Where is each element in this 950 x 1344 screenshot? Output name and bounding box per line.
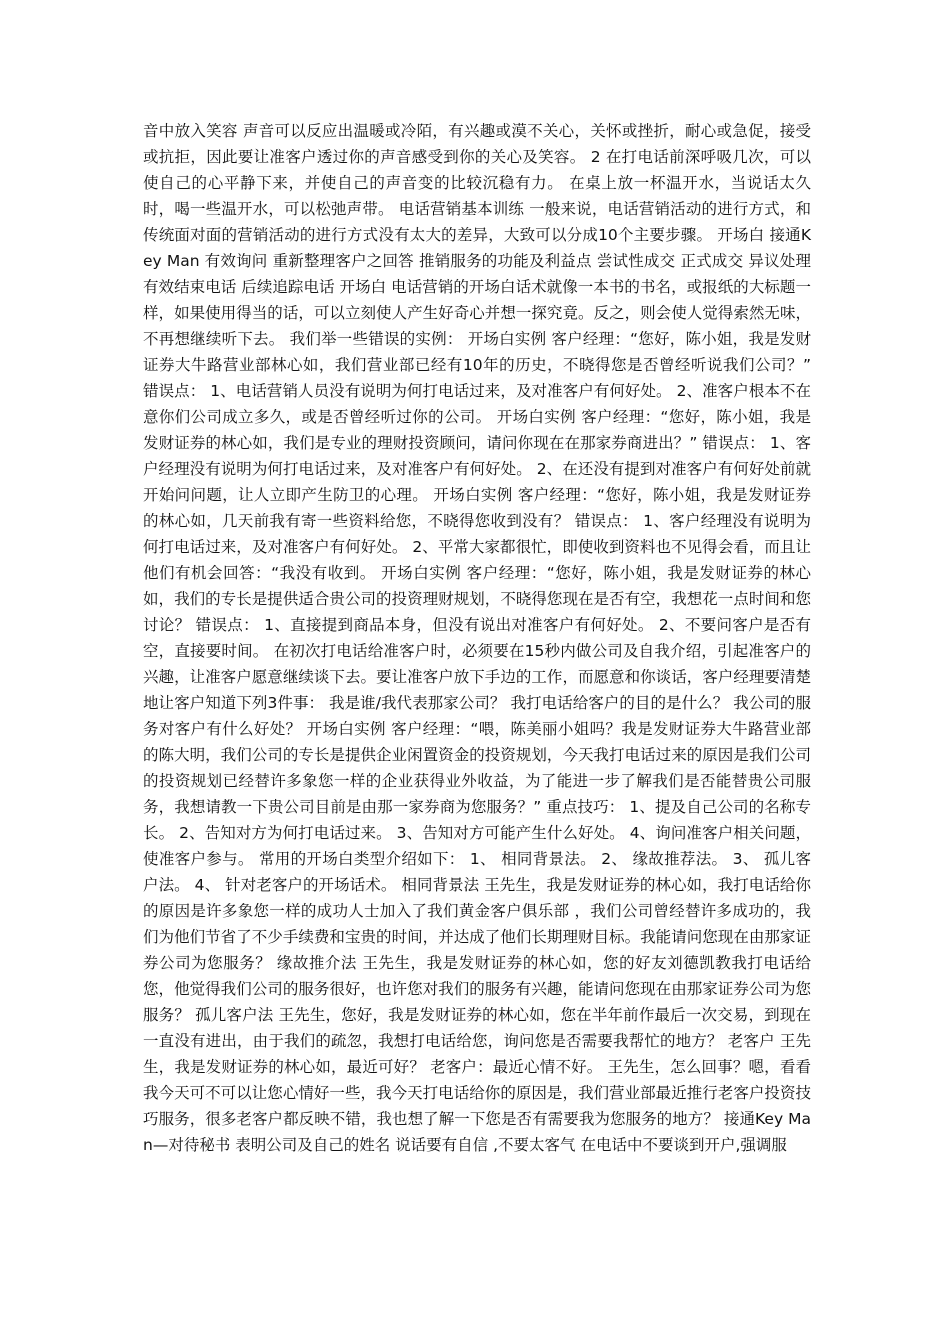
document-page — [143, 118, 811, 1158]
body-text: 音中放入笑容 声音可以反应出温暖或冷陌，有兴趣或漠不关心，关怀或挫折，耐心或急促，接受或抗拒，因此要让准客户透过你的声音感受到你的关心及笑容。 2 在打电话前深呼吸几次，可以使自己的心平静下来，并使自己的声音变的比较沉稳有力。 在桌上放一杯温开水，当说话太久时，喝一些温开水，可以松弛声带。 电话营销基本训练 一般来说，电话营销活动的进行方式，和传统面对面的营销活动的进行方式没有太大的差异，大致可以分成10个主要步骤。 开场白 接通Key Man 有效询问 重新整理客户之回答 推销服务的功能及利益点 尝试性成交 正式成交 异议处理 有效结束电话 后续追踪电话 开场白 电话营销的开场白话术就像一本书的书名，或报纸的大标题一样，如果使用得当的话，可以立刻使人产生好奇心并想一探究竟。反之，则会使人觉得索然无味，不再想继续听下去。 我们举一些错误的实例： 开场白实例 客户经理：“您好，陈小姐，我是发财证券大牛路营业部林心如，我们营业部已经有10年的历史，不晓得您是否曾经听说我们公司？” 错误点： 1、电话营销人员没有说明为何打电话过来，及对准客户有何好处。 2、准客户根本不在意你们公司成立多久，或是否曾经听过你的公司。 开场白实例 客户经理：“您好，陈小姐，我是发财证券的林心如，我们是专业的理财投资顾问，请问你现在在那家券商进出？” 错误点： 1、客户经理没有说明为何打电话过来，及对准客户有何好处。 2、在还没有提到对准客户有何好处前就开始问问题，让人立即产生防卫的心理。 开场白实例 客户经理：“您好，陈小姐，我是发财证券的林心如，几天前我有寄一些资料给您，不晓得您收到没有？ 错误点： 1、客户经理没有说明为何打电话过来，及对准客户有何好处。 2、平常大家都很忙，即使收到资料也不见得会看，而且让他们有机会回答：“我没有收到。 开场白实例 客户经理：“您好，陈小姐，我是发财证券的林心如，我们的专长是提供适合贵公司的投资理财规划，不晓得您现在是否有空，我想花一点时间和您讨论？ 错误点： 1、直接提到商品本身，但没有说出对准客户有何好处。 2、不要问客户是否有空，直接要时间。 在初次打电话给准客户时，必须要在15秒内做公司及自我介绍，引起准客户的兴趣，让准客户愿意继续谈下去。要让准客户放下手边的工作，而愿意和你谈话，客户经理要清楚地让客户知道下列3件事： 我是谁/我代表那家公司？ 我打电话给客户的目的是什么？ 我公司的服务对客户有什么好处？ 开场白实例 客户经理：“喂，陈美丽小姐吗？我是发财证券大牛路营业部的陈大明，我们公司的专长是提供企业闲置资金的投资规划，今天我打电话过来的原因是我们公司的投资规划已经替许多象您一样的企业获得业外收益，为了能进一步了解我们是否能替贵公司服务，我想请教一下贵公司目前是由那一家券商为您服务？” 重点技巧： 1、提及自己公司的名称专长。 2、告知对方为何打电话过来。 3、告知对方可能产生什么好处。 4、询问准客户相关问题，使准客户参与。 常用的开场白类型介绍如下： 1、 相同背景法。 2、 缘故推荐法。 3、 孤儿客户法。 4、 针对老客户的开场话术。 相同背景法 王先生，我是发财证券的林心如，我打电话给你的原因是许多象您一样的成功人士加入了我们黄金客户俱乐部 ，我们公司曾经替许多成功的，我们为他们节省了不少手续费和宝贵的时间，并达成了他们长期理财目标。我能请问您现在由那家证券公司为您服务？ 缘故推介法 王先生，我是发财证券的林心如，您的好友刘德凯教我打电话给您，他觉得我们公司的服务很好，也许您对我们的服务有兴趣，能请问您现在由那家证券公司为您服务？ 孤儿客户法 王先生，您好，我是发财证券的林心如，您在半年前作最后一次交易，到现在一直没有进出，由于我们的疏忽，我想打电话给您，询问您是否需要我帮忙的地方？ 老客户 王先生，我是发财证券的林心如，最近可好？ 老客户：最近心情不好。 王先生，怎么回事？嗯，看看我今天可不可以让您心情好一些，我今天打电话给你的原因是，我们营业部最近推行老客户投资技巧服务，很多老客户都反映不错，我也想了解一下您是否有需要我为您服务的地方？ 接通Key Man—对待秘书 表明公司及自己的姓名 说话要有自信 ,不要太客气 在电话中不要谈到开户,强调服 — [143, 122, 811, 1154]
